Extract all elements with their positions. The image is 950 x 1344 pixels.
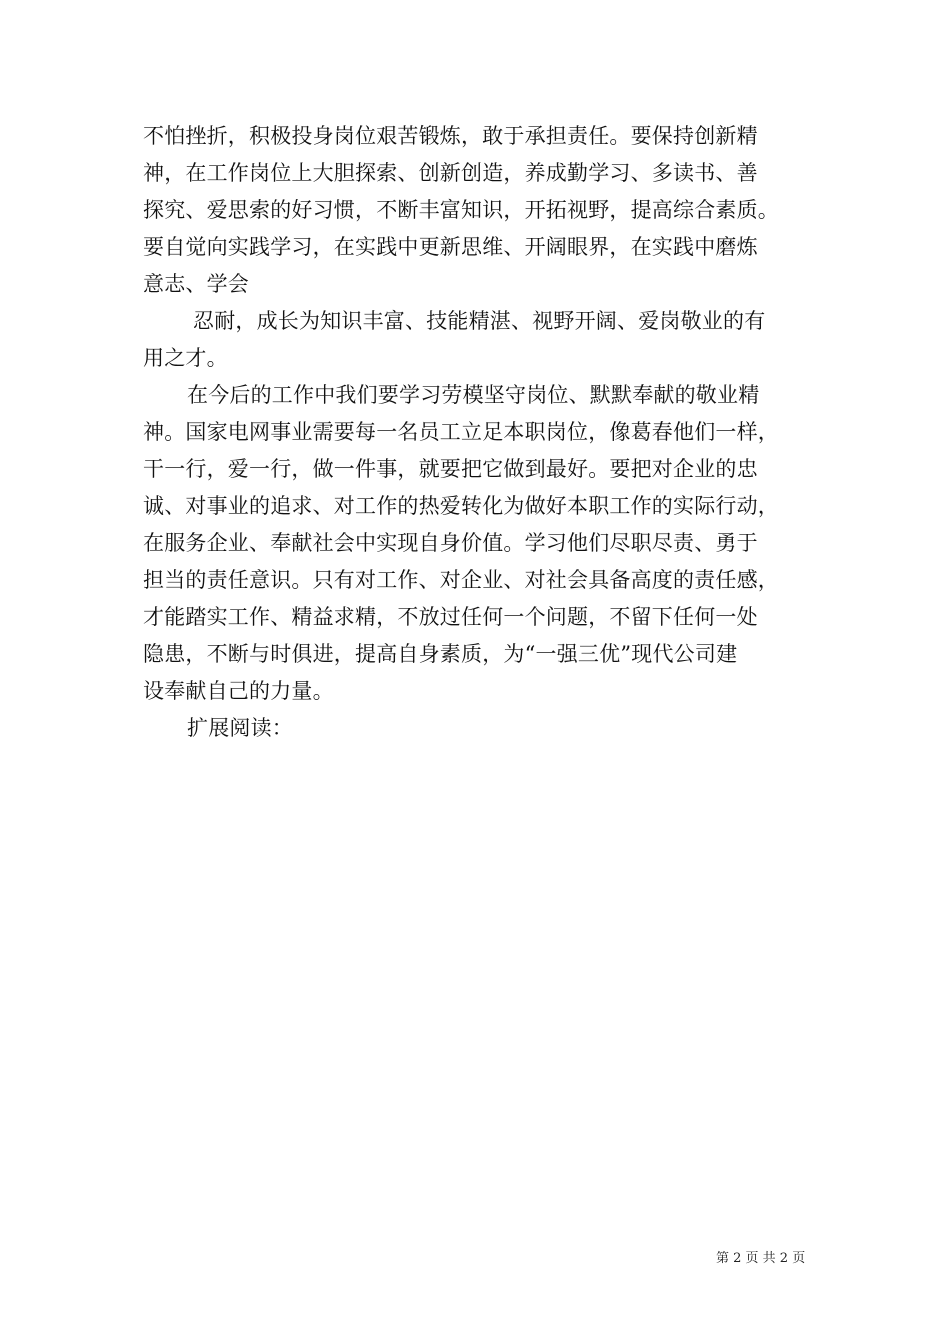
- text-line: 意志、学会: [143, 272, 249, 296]
- text-line: 不怕挫折，积极投身岗位艰苦锻炼，敢于承担责任。要保持创新精: [143, 124, 758, 148]
- text-line: 诚、对事业的追求、对工作的热爱转化为做好本职工作的实际行动，: [143, 494, 779, 518]
- text-line: 要自觉向实践学习，在实践中更新思维、开阔眼界，在实践中磨炼: [143, 235, 758, 259]
- paragraph: [143, 377, 823, 710]
- text-line: 在服务企业、奉献社会中实现自身价值。学习他们尽职尽责、勇于: [143, 531, 758, 555]
- text-line: 设奉献自己的力量。: [143, 679, 334, 703]
- text-line: 探究、爱思索的好习惯，不断丰富知识，开拓视野，提高综合素质。: [143, 198, 779, 222]
- text-line: 用之才。: [143, 346, 228, 370]
- text-line: 隐患，不断与时俱进，提高自身素质，为“一强三优”现代公司建: [143, 642, 738, 666]
- text-line: 神。国家电网事业需要每一名员工立足本职岗位，像葛春他们一样，: [143, 420, 779, 444]
- text-line: 担当的责任意识。只有对工作、对企业、对社会具备高度的责任感，: [143, 568, 779, 592]
- paragraph: [143, 710, 823, 747]
- text-line: 忍耐，成长为知识丰富、技能精湛、视野开阔、爱岗敬业的有: [193, 309, 766, 333]
- text-line: 才能踏实工作、精益求精，不放过任何一个问题，不留下任何一处: [143, 605, 758, 629]
- text-line: 干一行，爱一行，做一件事，就要把它做到最好。要把对企业的忠: [143, 457, 758, 481]
- text-line: 在今后的工作中我们要学习劳模坚守岗位、默默奉献的敬业精: [187, 383, 760, 407]
- page-number-footer: 第 2 页 共 2 页: [716, 1251, 806, 1266]
- paragraph: [143, 118, 823, 303]
- paragraph: [143, 303, 823, 377]
- extended-reading-heading: 扩展阅读：: [187, 716, 293, 740]
- document-body: [143, 118, 823, 747]
- text-line: 神，在工作岗位上大胆探索、创新创造，养成勤学习、多读书、善: [143, 161, 758, 185]
